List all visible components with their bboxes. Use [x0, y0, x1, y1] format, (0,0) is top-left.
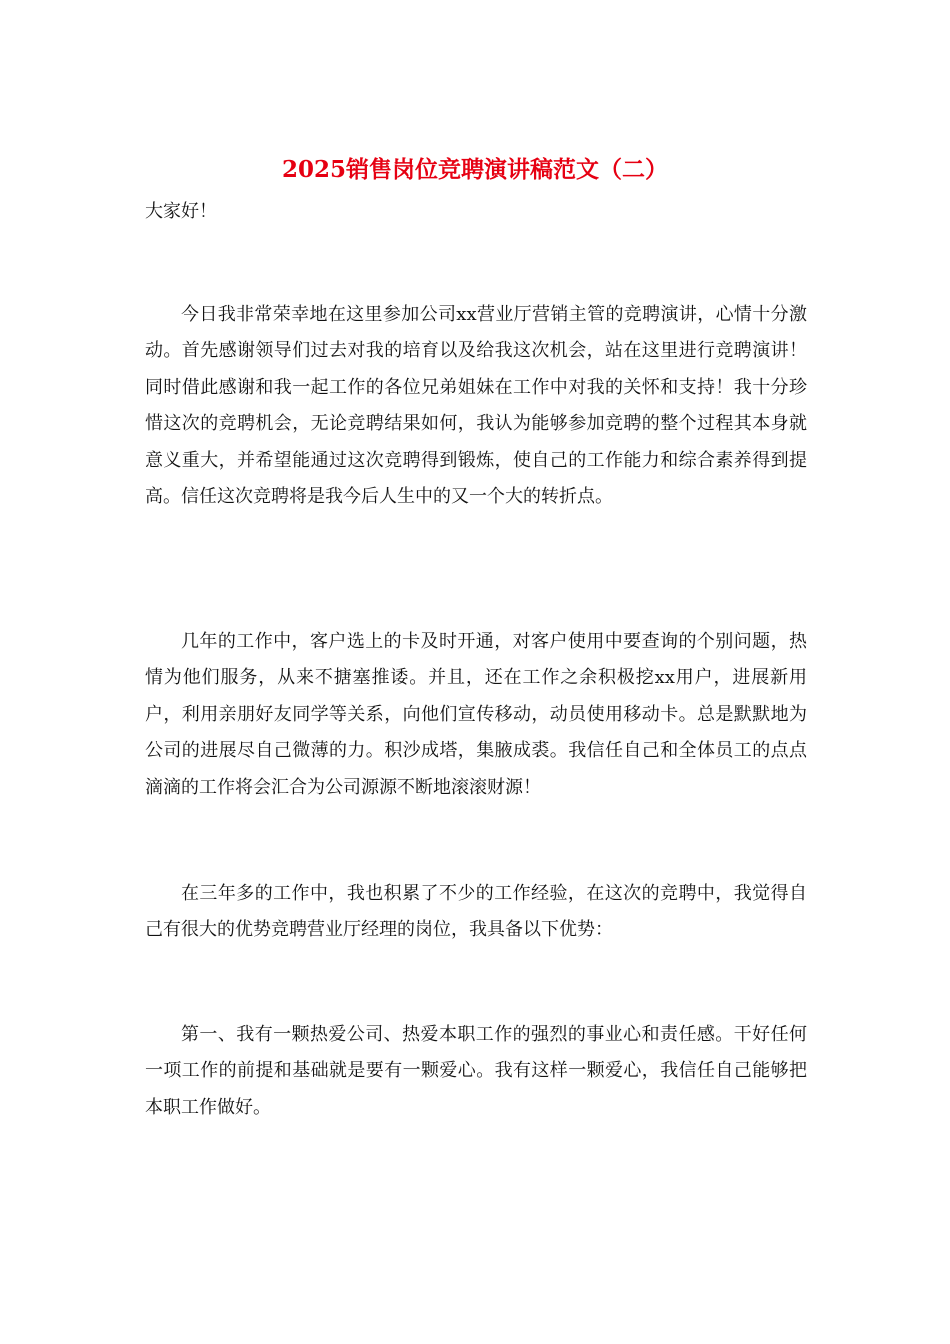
document-title: 2025销售岗位竞聘演讲稿范文（二） — [281, 156, 668, 183]
paragraph-1: 今日我非常荣幸地在这里参加公司xx营业厅营销主管的竞聘演讲，心情十分激动。首先感谢领导们过去对我的培育以及给我这次机会，站在这里进行竞聘演讲！同时借此感谢和我一起工作的各位兄弟姐妹在工作中对我的关怀和支持！我十分珍惜这次的竞聘机会，无论竞聘结果如何，我认为能够参加竞聘的整个过程其本身就意义重大，并希望能通过这次竞聘得到锻炼，使自己的工作能力和综合素养得到提高。信任这次竞聘将是我今后人生中的又一个大的转折点。 — [145, 304, 807, 508]
paragraph-4: 第一、我有一颗热爱公司、热爱本职工作的强烈的事业心和责任感。干好任何一项工作的前提和基础就是要有一颗爱心。我有这样一颗爱心，我信任自己能够把本职工作做好。 — [145, 1024, 807, 1118]
paragraph-2: 几年的工作中，客户选上的卡及时开通，对客户使用中要查询的个别问题，热情为他们服务，从来不搪塞推诿。并且，还在工作之余积极挖xx用户，进展新用户，利用亲朋好友同学等关系，向他们宣传移动，动员使用移动卡。总是默默地为公司的进展尽自己微薄的力。积沙成塔，集腋成裘。我信任自己和全体员工的点点滴滴的工作将会汇合为公司源源不断地滚滚财源！ — [145, 631, 807, 798]
greeting-line: 大家好！ — [145, 201, 217, 222]
paragraph-3: 在三年多的工作中，我也积累了不少的工作经验，在这次的竞聘中，我觉得自己有很大的优势竞聘营业厅经理的岗位，我具备以下优势： — [145, 883, 807, 941]
